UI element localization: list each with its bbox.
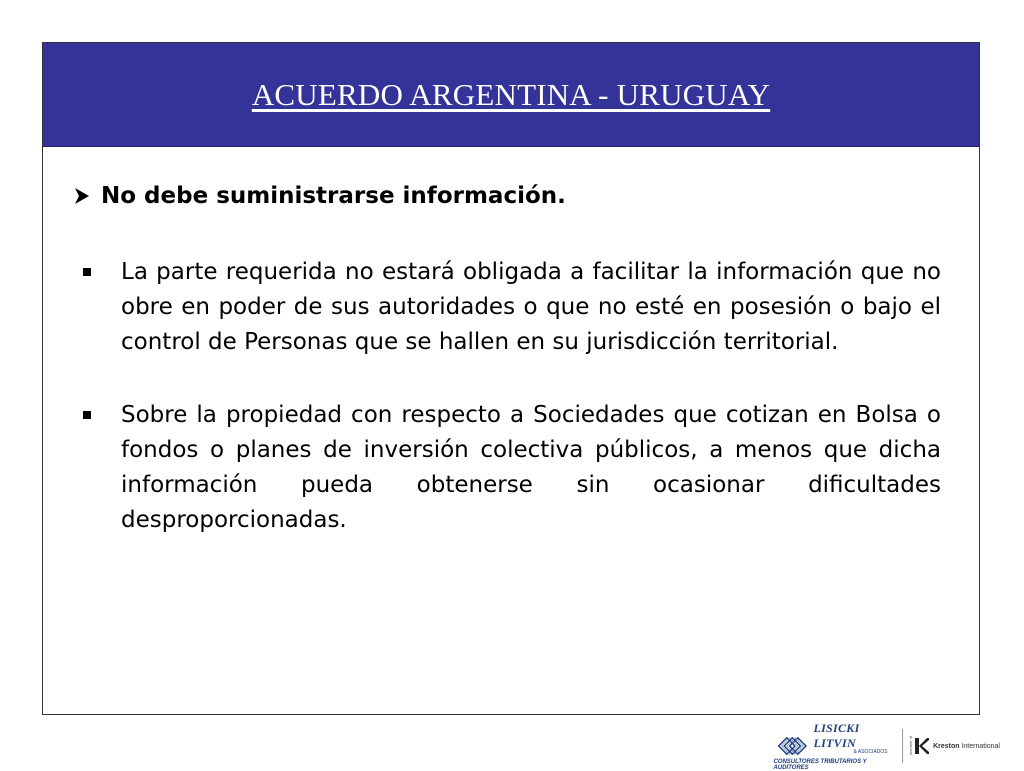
list-item xyxy=(83,255,941,360)
kreston-bold: Kreston xyxy=(933,742,960,750)
firm-tagline: CONSULTORES TRIBUTARIOS Y AUDITORES xyxy=(773,759,867,771)
logo-divider xyxy=(902,729,903,763)
firm-name: LISICKI LITVIN xyxy=(813,721,860,750)
firm-sub: & ASOCIADOS xyxy=(853,749,888,755)
kreston-k-icon xyxy=(915,738,929,754)
kreston-name xyxy=(933,743,1000,750)
lisicki-litvin-mark-icon xyxy=(775,733,811,759)
title-bar xyxy=(43,43,979,147)
bullet-list xyxy=(83,255,941,576)
footer-logos xyxy=(773,721,1005,771)
slide-title: ACUERDO ARGENTINA - URUGUAY xyxy=(251,76,771,112)
list-item xyxy=(83,398,941,538)
kreston-logo xyxy=(908,736,1005,755)
kreston-rest: International xyxy=(959,742,1000,750)
bullet-text: La parte requerida no estará obligada a facilitar la información que no obre en poder de sus autoridades o que no esté en posesión o bajo el control de Personas que se hallen en su jurisdicción territorial. xyxy=(121,259,941,355)
lisicki-litvin-logo xyxy=(775,721,897,771)
kreston-member-text: member of xyxy=(908,736,914,756)
square-bullet-icon xyxy=(83,268,91,276)
arrow-bullet-icon xyxy=(73,186,91,206)
section-heading xyxy=(73,183,566,209)
square-bullet-icon xyxy=(83,411,91,419)
section-heading-text: No debe suministrarse información. xyxy=(101,183,566,209)
bullet-text: Sobre la propiedad con respecto a Sociedades que cotizan en Bolsa o fondos o planes de inversión colectiva públicos, a menos que dicha información pueda obtenerse sin ocasionar dificultades desproporcionadas. xyxy=(121,402,941,533)
slide-frame xyxy=(42,42,980,715)
